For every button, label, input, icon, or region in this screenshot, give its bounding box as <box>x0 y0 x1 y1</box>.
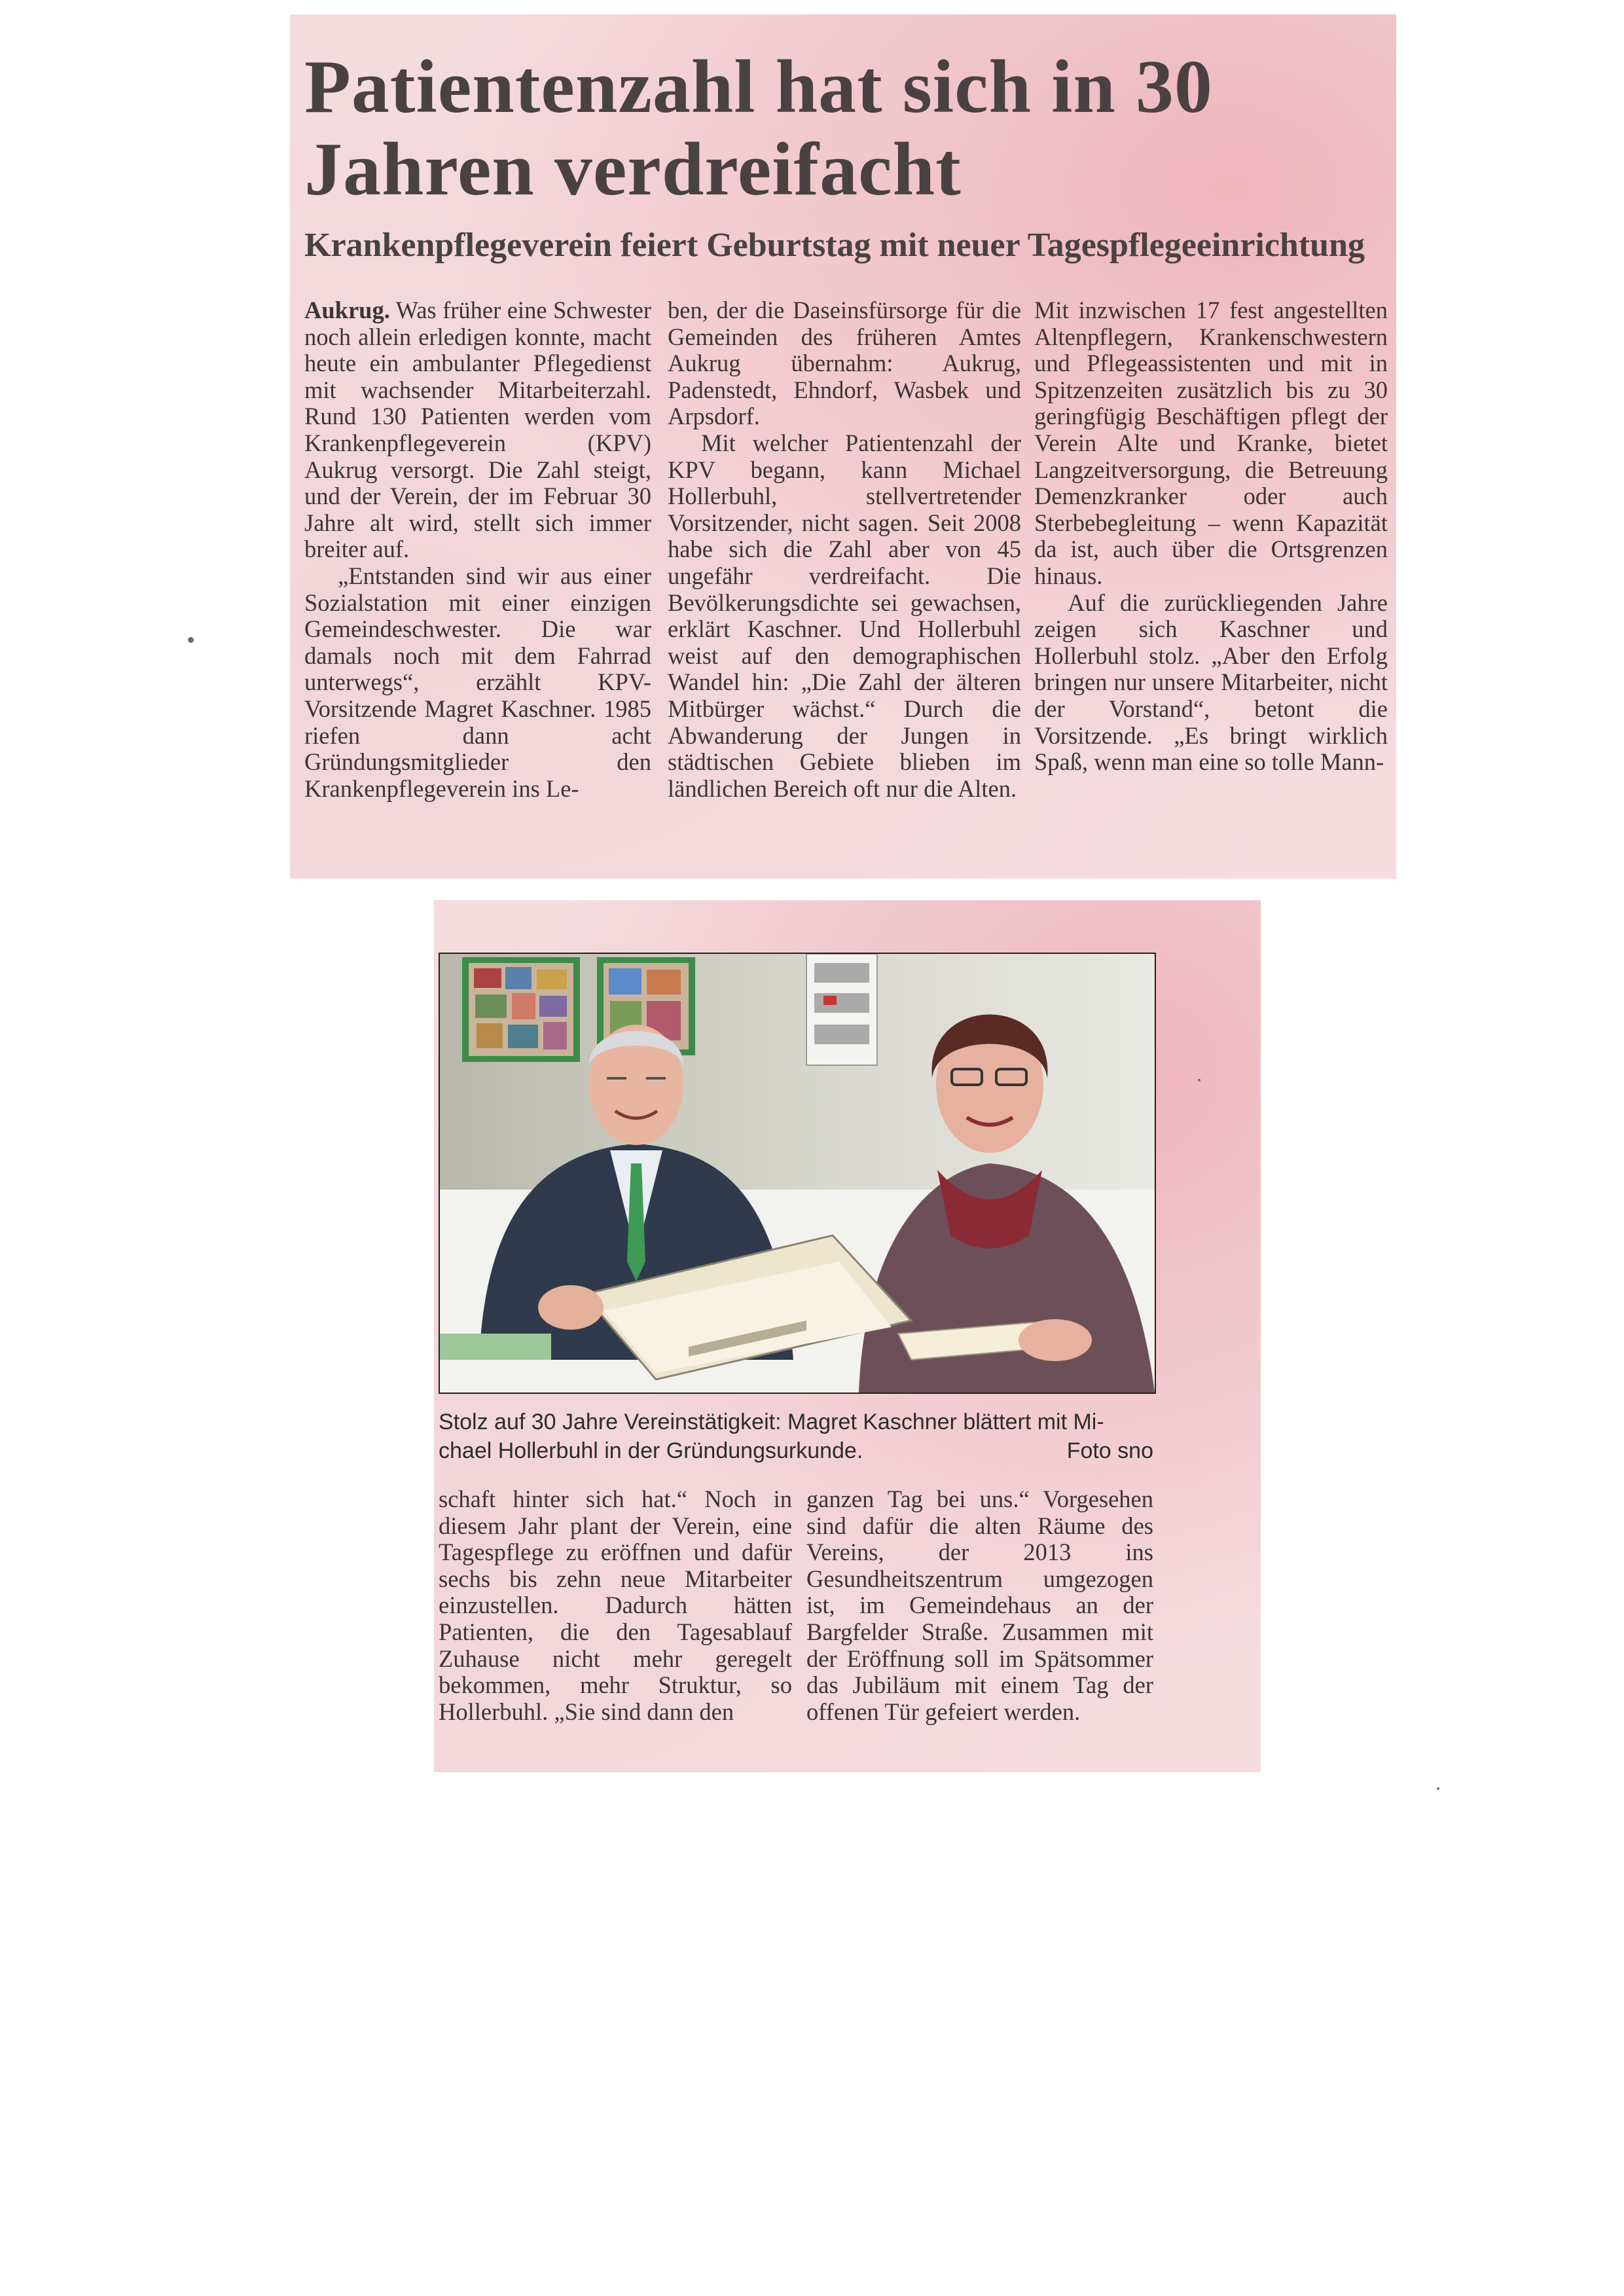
caption-line: chael Hollerbuhl in der Gründungsurkunde. <box>439 1438 863 1463</box>
dateline: Aukrug. <box>304 297 390 323</box>
article-column-2 <box>668 297 1021 802</box>
scan-speck <box>1198 1079 1200 1082</box>
paragraph: Mit welcher Patientenzahl der KPV begann, kann Michael Hollerbuhl, stellvertretender Vorsitzender, nicht sagen. Seit 2008 habe sich die Zahl aber von 45 ungefähr verdreifacht. Die Bevölkerungsdichte sei gewachsen, erklärt Kaschner. Und Hollerbuhl weist auf den demographischen Wandel hin: „Die Zahl der älteren Mitbürger wächst.“ Durch die Abwanderung der Jungen in städtischen Gebiete blieben im ländlichen Bereich oft nur die Alten. <box>668 429 1021 802</box>
photo-caption <box>439 1408 1153 1465</box>
paragraph <box>304 297 651 563</box>
paragraph: ganzen Tag bei uns.“ Vorgesehen sind dafür die alten Räume des Vereins, der 2013 ins Gesundheitszentrum umgezogen ist, im Gemeindehaus an der Bargfelder Straße. Zusammen mit der Eröffnung soll im Spätsommer das Jubiläum mit einem Tag der offenen Tür gefeiert werden. <box>806 1485 1153 1725</box>
wall-calendar <box>806 954 877 1065</box>
paragraph: Auf die zurückliegenden Jahre zeigen sich Kaschner und Hollerbuhl stolz. „Aber den Erfolg bringen nur unsere Mitarbeiter, nicht der Vorstand“, betont die Vorsitzende. „Es bringt wirklich Spaß, wenn man eine so tolle Mann- <box>1034 589 1388 776</box>
paragraph: schaft hinter sich hat.“ Noch in diesem Jahr plant der Verein, eine Tagespflege zu eröffnen und dafür sechs bis zehn neue Mitarbeiter einzustellen. Dadurch hätten Patienten, die den Tagesablauf Zuhause nicht mehr geregelt bekommen, mehr Struktur, so Hollerbuhl. „Sie sind dann den <box>439 1485 792 1725</box>
scan-speck <box>188 637 194 643</box>
article-column-5 <box>806 1486 1153 1725</box>
article-column-4 <box>439 1486 792 1725</box>
photo-credit: Foto sno <box>1066 1438 1153 1463</box>
paragraph: „Entstanden sind wir aus einer Sozialstation mit einer einzigen Gemeindeschwester. Die war damals noch mit dem Fahrrad unterwegs“, erzählt KPV-Vorsitzende Magret Kaschner. 1985 riefen dann acht Gründungsmitglieder den Krankenpflegeverein ins Le- <box>304 562 651 802</box>
pinboard <box>462 957 580 1062</box>
green-brochures <box>440 1334 551 1360</box>
article-column-3 <box>1034 297 1388 776</box>
photo-illustration <box>440 954 1155 1393</box>
scan-speck <box>1437 1787 1439 1790</box>
caption-line: Stolz auf 30 Jahre Vereinstätigkeit: Magret Kaschner blättert mit Mi- <box>439 1410 1104 1434</box>
article-subheadline: Krankenpflegeverein feiert Geburtstag mit neuer Tagespflegeeinrichtung <box>304 227 1365 264</box>
caption-row <box>439 1436 1153 1465</box>
paragraph: ben, der die Daseinsfürsorge für die Gemeinden des früheren Amtes Aukrug übernahm: Aukrug, Padenstedt, Ehndorf, Wasbek und Arpsdorf. <box>668 297 1021 430</box>
article-column-1 <box>304 297 651 802</box>
article-photo <box>439 953 1156 1394</box>
article-headline: Patientenzahl hat sich in 30 Jahren verdreifacht <box>304 45 1213 211</box>
paragraph-text: Was früher eine Schwester noch allein erledigen konnte, macht heute ein ambulanter Pflegedienst mit wachsender Mitarbeiterzahl. Rund 130 Patienten werden vom Krankenpflegeverein (KPV) Aukrug versorgt. Die Zahl steigt, und der Verein, der im Februar 30 Jahre alt wird, stellt sich immer breiter auf. <box>304 297 652 563</box>
paragraph: Mit inzwischen 17 fest angestellten Altenpflegern, Krankenschwestern und Pflegeassistenten und mit in Spitzenzeiten zusätzlich bis zu 30 geringfügig Beschäftigen pflegt der Verein Alte und Kranke, bietet Langzeitversorgung, die Betreuung Demenzkranker oder auch Sterbebegleitung – wenn Kapazität da ist, auch über die Ortsgrenzen hinaus. <box>1034 297 1388 589</box>
